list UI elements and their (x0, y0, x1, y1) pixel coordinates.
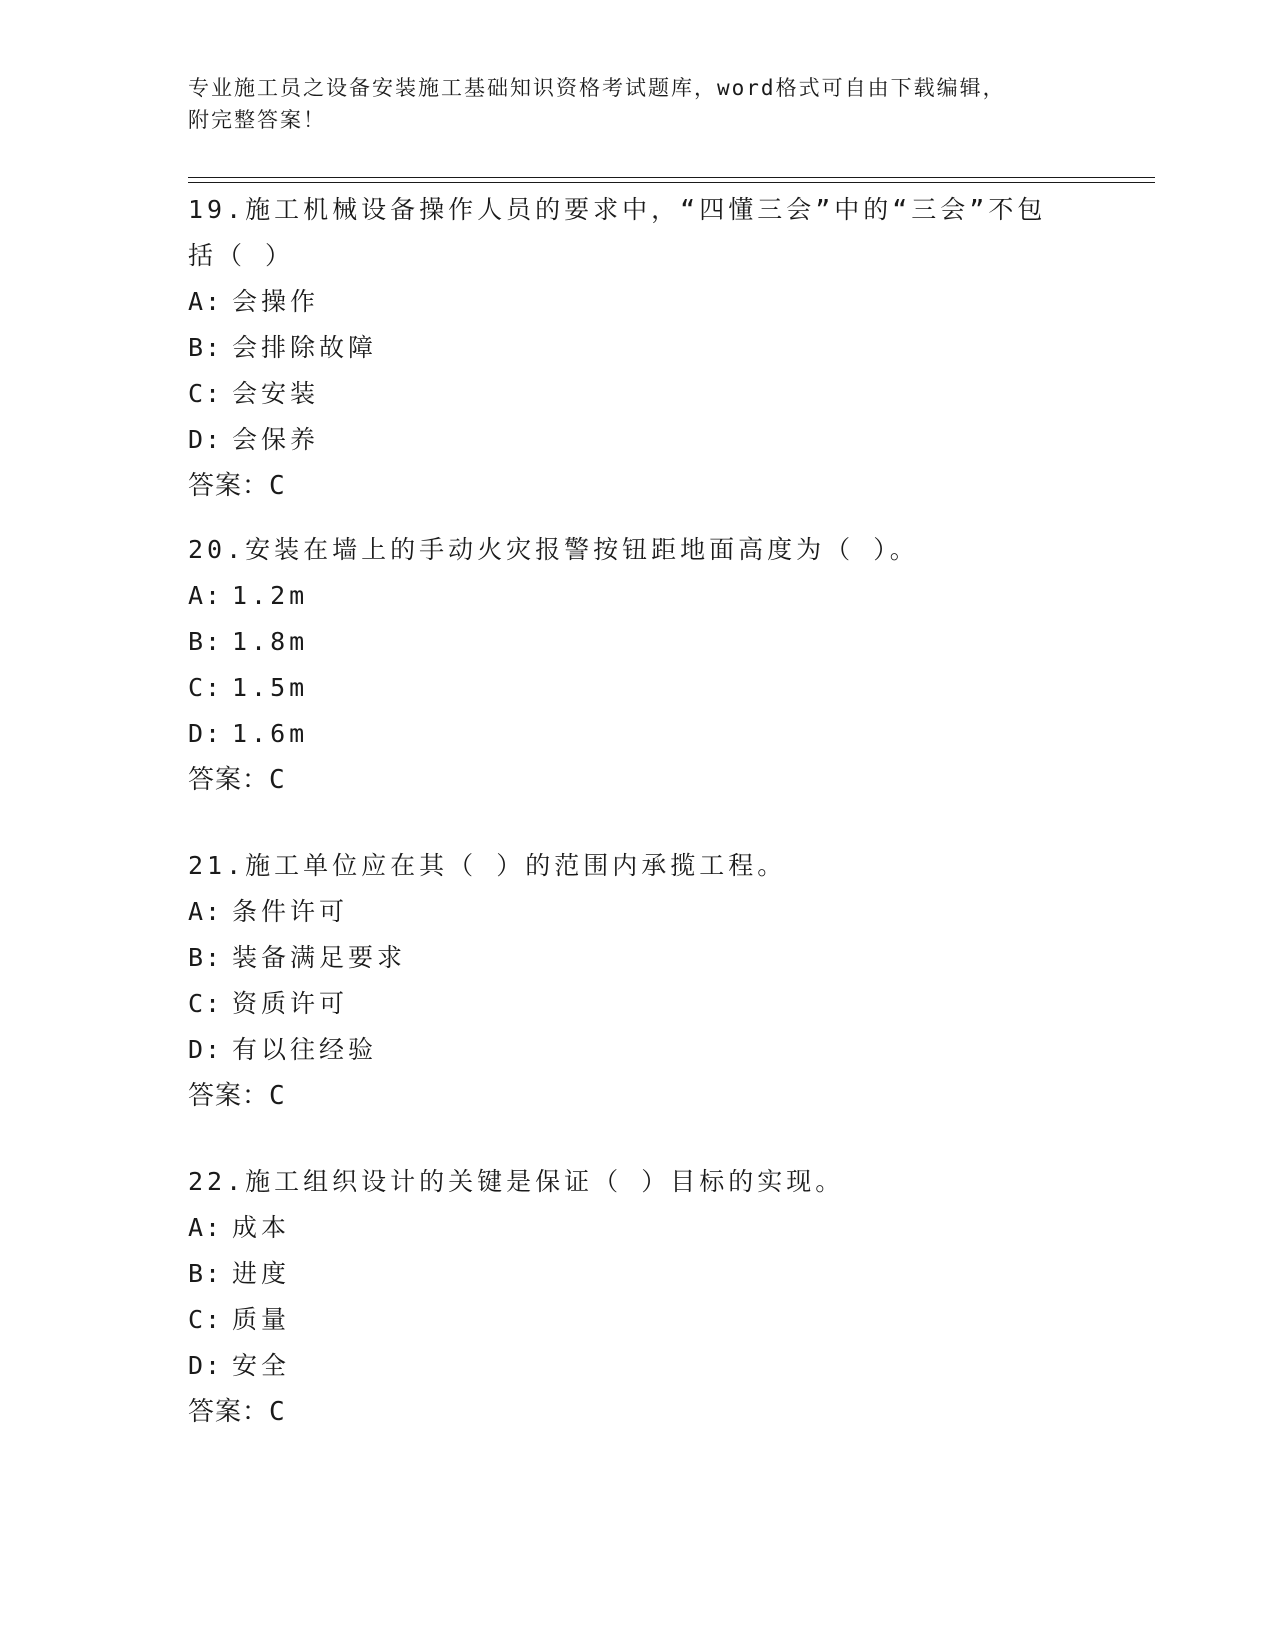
option-letter: D: (188, 1351, 223, 1380)
answer-label: 答案： (188, 1397, 270, 1427)
answer-value: C (269, 471, 286, 501)
question-22 (188, 1159, 1088, 1435)
option-text: 资质许可 (232, 989, 349, 1018)
option-text: 会保养 (232, 425, 320, 454)
option-text: 1.5m (232, 673, 309, 702)
question-20 (188, 527, 1088, 803)
option-letter: B: (188, 627, 223, 656)
document-header (188, 72, 1088, 136)
option-text: 1.2m (232, 581, 309, 610)
answer-label: 答案： (188, 1081, 270, 1111)
answer-label: 答案： (188, 471, 270, 501)
option-letter: B: (188, 1259, 223, 1288)
option-letter: D: (188, 1035, 223, 1064)
option-d (188, 417, 1088, 463)
option-a (188, 573, 1088, 619)
option-text: 会排除故障 (232, 333, 378, 362)
option-letter: B: (188, 943, 223, 972)
answer-line (188, 757, 1088, 803)
option-text: 1.8m (232, 627, 309, 656)
answer-line (188, 463, 1088, 509)
option-letter: D: (188, 425, 223, 454)
option-letter: D: (188, 719, 223, 748)
option-a (188, 279, 1088, 325)
question-stem: 22.施工组织设计的关键是保证（ ）目标的实现。 (188, 1167, 845, 1196)
option-c (188, 981, 1088, 1027)
header-divider-top (188, 177, 1155, 178)
option-text: 进度 (232, 1259, 291, 1288)
option-letter: C: (188, 989, 223, 1018)
option-b (188, 935, 1088, 981)
option-a (188, 1205, 1088, 1251)
answer-value: C (269, 1397, 286, 1427)
option-letter: C: (188, 1305, 223, 1334)
option-c (188, 665, 1088, 711)
question-19 (188, 187, 1088, 509)
option-text: 成本 (232, 1213, 291, 1242)
header-title-line1: 专业施工员之设备安装施工基础知识资格考试题库，word格式可自由下载编辑， (188, 76, 1006, 100)
option-a (188, 889, 1088, 935)
option-c (188, 371, 1088, 417)
option-d (188, 711, 1088, 757)
option-text: 安全 (232, 1351, 291, 1380)
option-letter: B: (188, 333, 223, 362)
option-text: 装备满足要求 (232, 943, 407, 972)
option-text: 有以往经验 (232, 1035, 378, 1064)
answer-label: 答案： (188, 765, 270, 795)
question-stem-continued: 括（ ） (188, 241, 295, 270)
option-letter: C: (188, 379, 223, 408)
option-text: 会操作 (232, 287, 320, 316)
answer-value: C (269, 1081, 286, 1111)
header-title-line2: 附完整答案！ (188, 108, 326, 132)
answer-line (188, 1389, 1088, 1435)
option-b (188, 325, 1088, 371)
question-stem: 20.安装在墙上的手动火灾报警按钮距地面高度为（ ）。 (188, 535, 919, 564)
option-letter: A: (188, 287, 223, 316)
option-text: 会安装 (232, 379, 320, 408)
option-text: 质量 (232, 1305, 291, 1334)
option-d (188, 1027, 1088, 1073)
option-d (188, 1343, 1088, 1389)
question-21 (188, 843, 1088, 1119)
option-letter: C: (188, 673, 223, 702)
option-b (188, 619, 1088, 665)
option-letter: A: (188, 897, 223, 926)
answer-value: C (269, 765, 286, 795)
option-c (188, 1297, 1088, 1343)
question-stem: 21.施工单位应在其（ ）的范围内承揽工程。 (188, 851, 787, 880)
option-text: 1.6m (232, 719, 309, 748)
answer-line (188, 1073, 1088, 1119)
header-divider-bottom (188, 182, 1155, 183)
option-letter: A: (188, 581, 223, 610)
option-letter: A: (188, 1213, 223, 1242)
option-text: 条件许可 (232, 897, 349, 926)
question-stem: 19.施工机械设备操作人员的要求中，“四懂三会”中的“三会”不包 (188, 195, 1047, 224)
option-b (188, 1251, 1088, 1297)
